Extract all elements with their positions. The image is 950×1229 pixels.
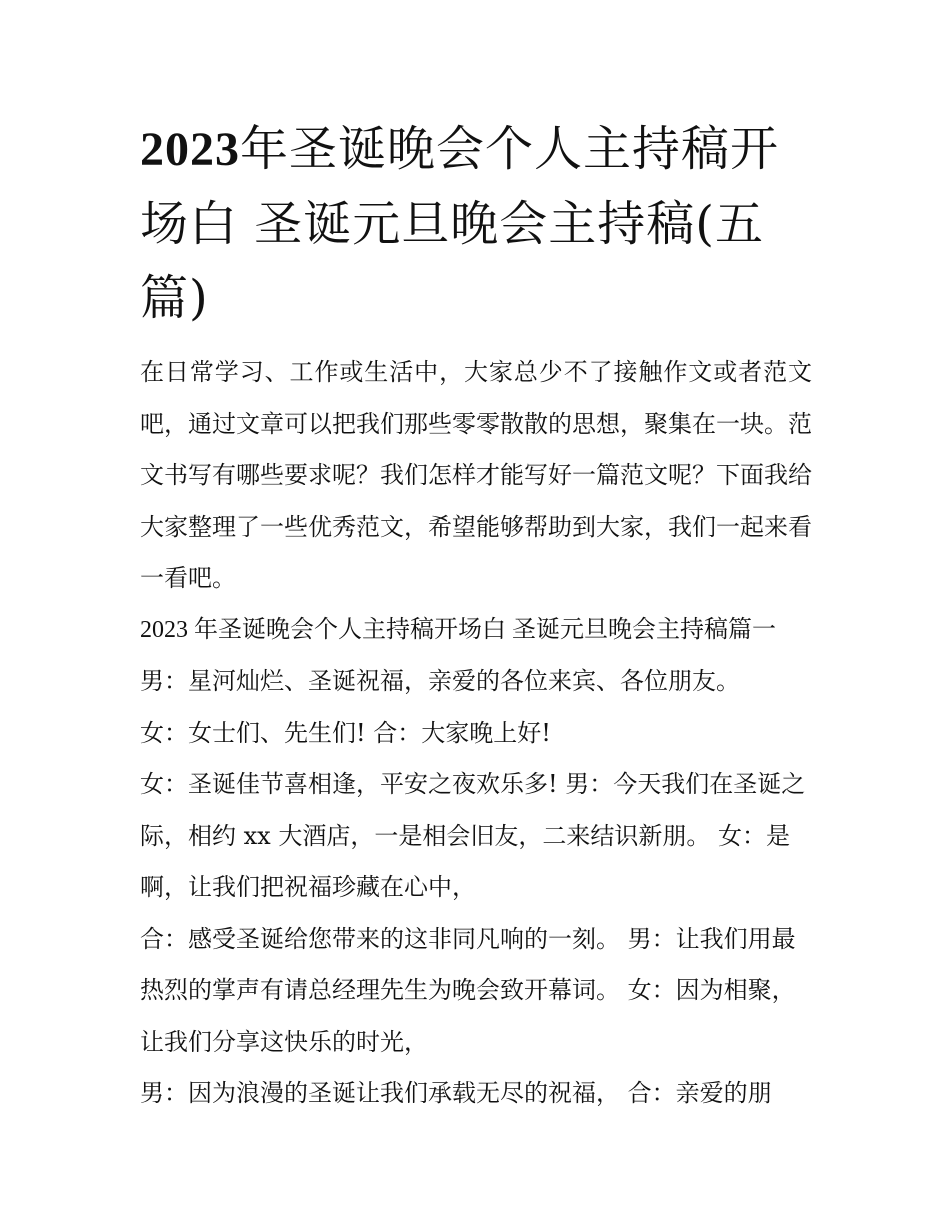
script-line: 男：因为浪漫的圣诞让我们承载无尽的祝福， 合：亲爱的朋: [140, 1079, 772, 1107]
section-heading: 2023 年圣诞晚会个人主持稿开场白 圣诞元旦晚会主持稿篇一: [140, 616, 776, 643]
document-title: [140, 112, 812, 335]
script-line: 女：圣诞佳节喜相逢，平安之夜欢乐多! 男：今天我们在圣诞之际，相约 xx 大酒店，一是相会旧友，二来结识新朋。 女：是啊，让我们把祝福珍藏在心中，: [140, 770, 806, 901]
script-line: 女：女士们、先生们! 合：大家晚上好!: [140, 718, 551, 747]
title-text: 年圣诞晚会个人主持稿开场白 圣诞元旦晚会主持稿(五篇): [140, 121, 780, 326]
intro-paragraph: 在日常学习、工作或生活中，大家总少不了接触作文或者范文吧，通过文章可以把我们那些零零散散的思想，聚集在一块。范文书写有哪些要求呢？我们怎样才能写好一篇范文呢？下面我给大家整理了一些优秀范文，希望能够帮助到大家，我们一起来看一看吧。: [140, 358, 812, 592]
script-line: 合：感受圣诞给您带来的这非同凡响的一刻。 男：让我们用最热烈的掌声有请总经理先生为晚会致开幕词。 女：因为相聚，让我们分享这快乐的时光，: [140, 924, 796, 1056]
title-year: 2023: [140, 123, 240, 176]
document-page: [140, 112, 812, 1120]
script-line: 男：星河灿烂、圣诞祝福，亲爱的各位来宾、各位朋友。: [140, 667, 740, 695]
